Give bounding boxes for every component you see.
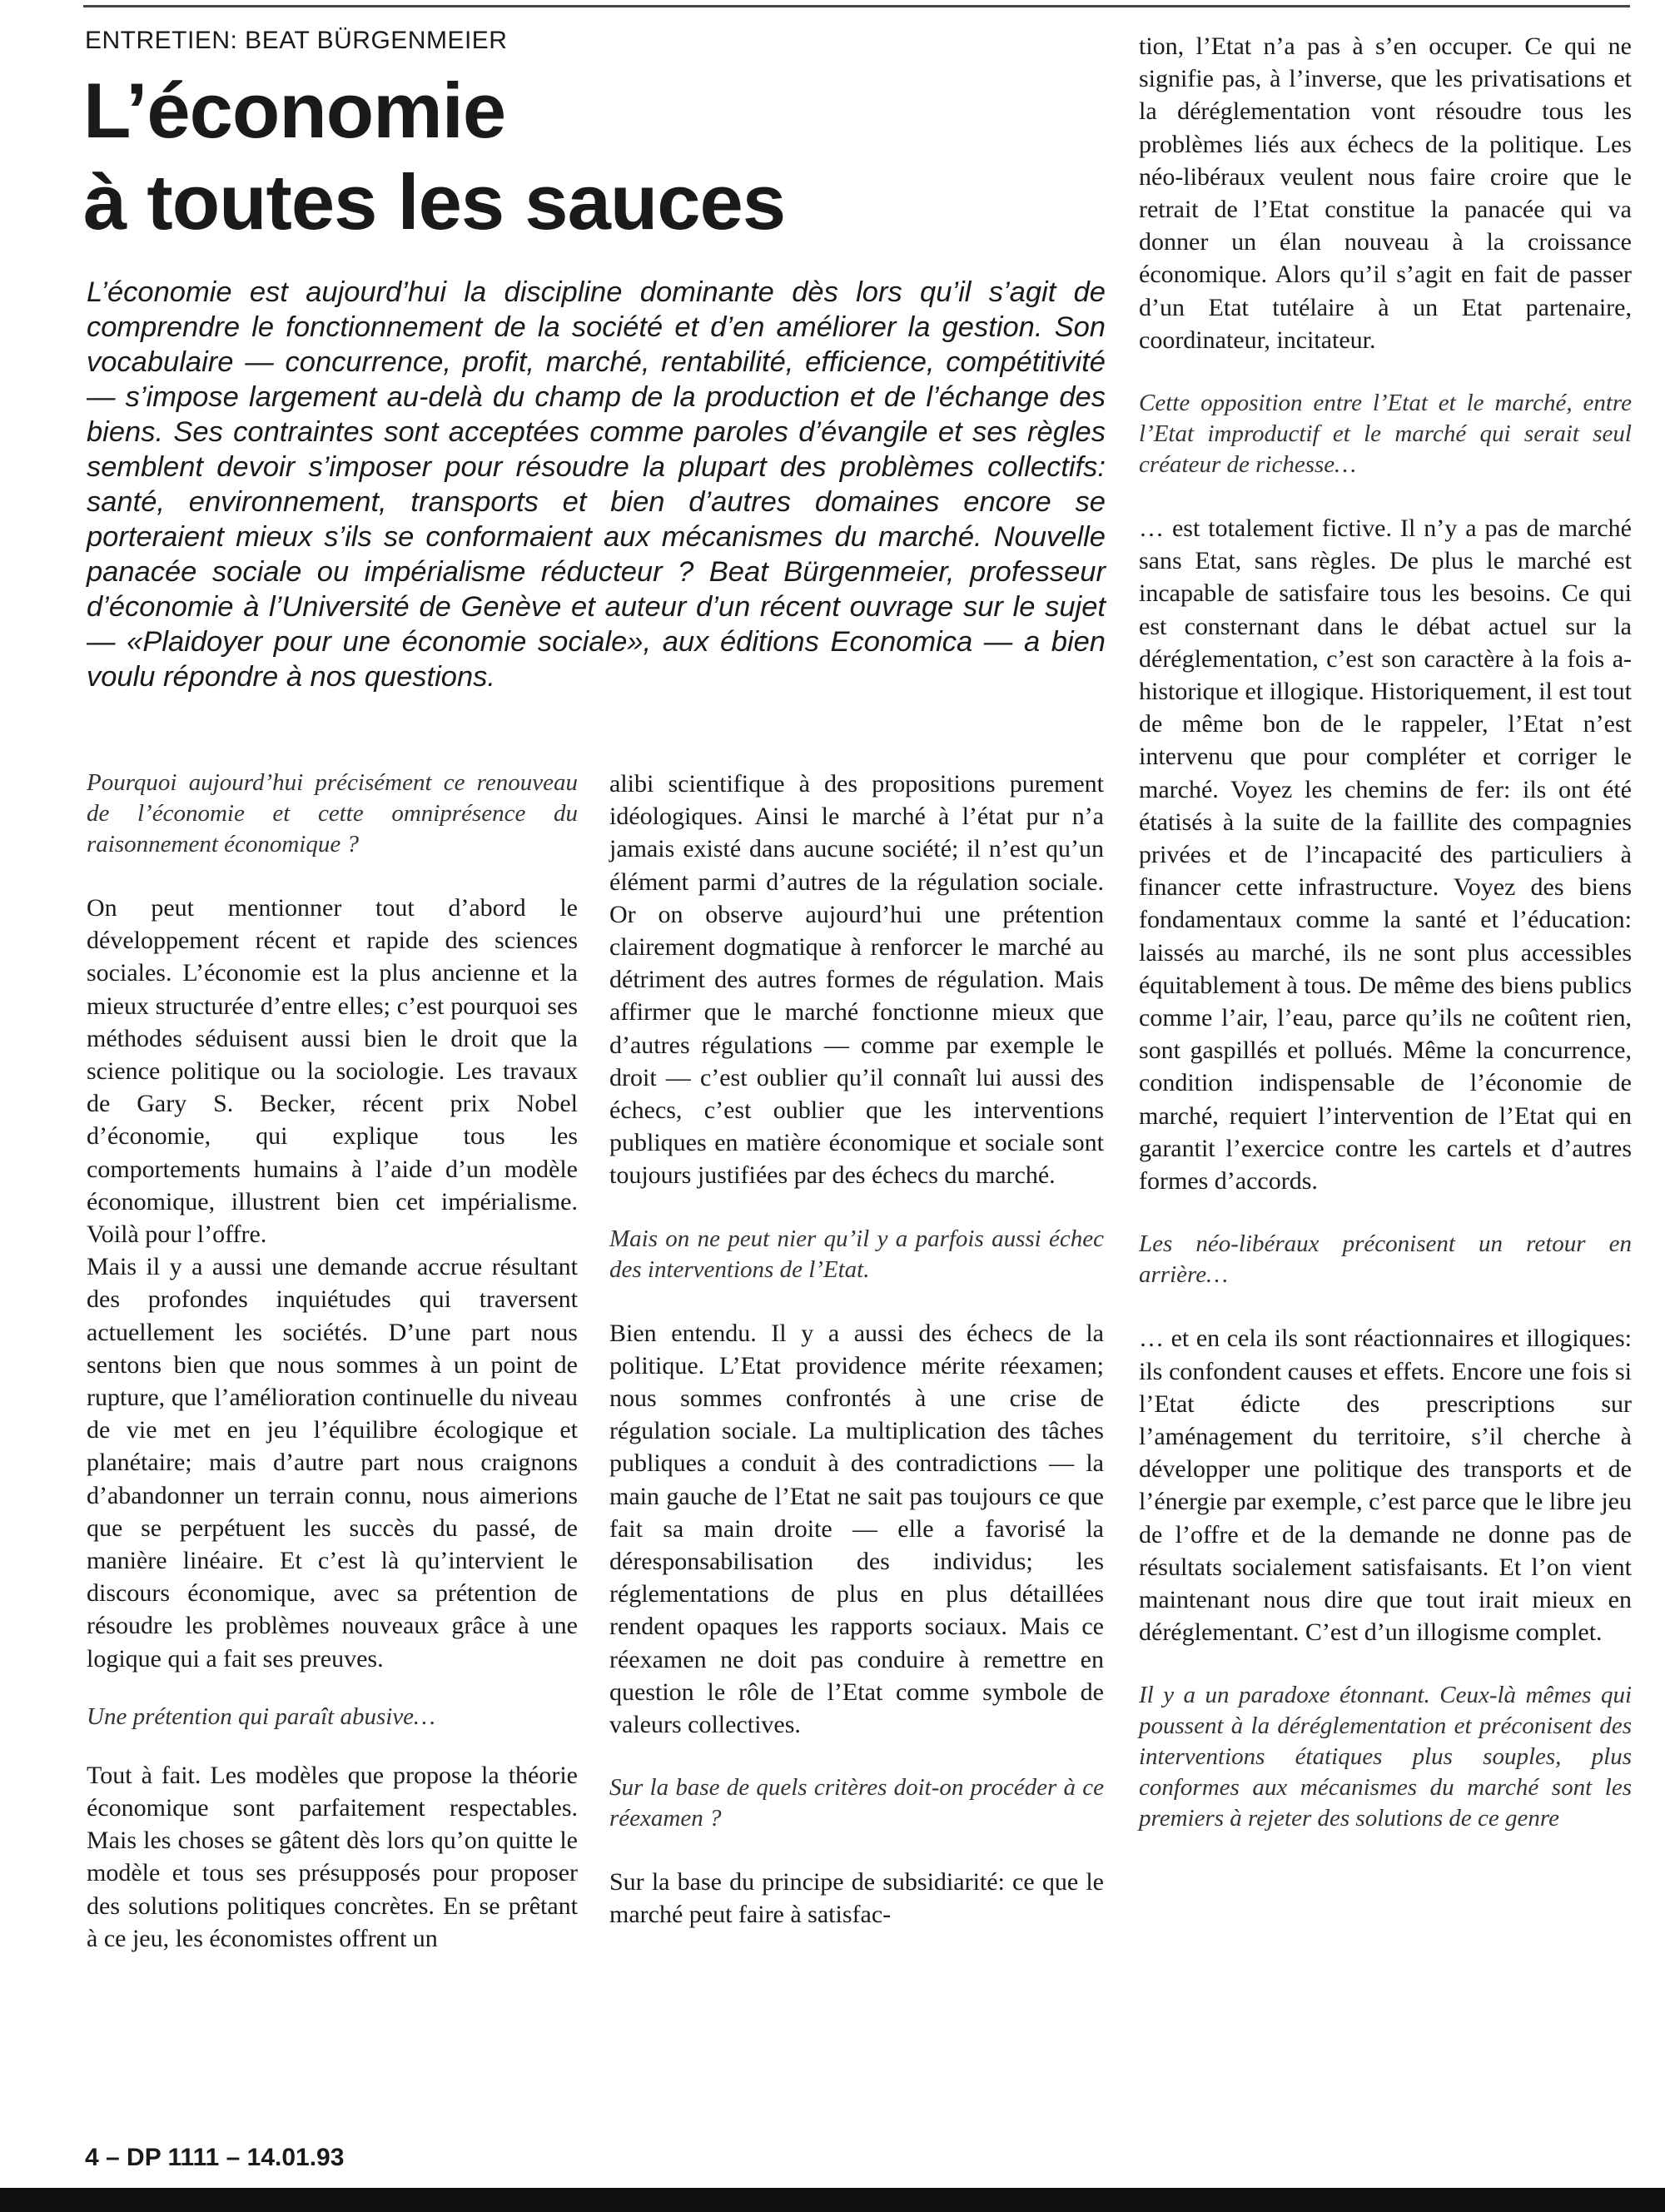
answer-paragraph: alibi scientifique à des propositions purement idéologiques. Ainsi le marché à l’état pur n’a jamais existé dans aucune société; il n’est qu’un élément parmi d’autres de la régulation sociale. Or on observe aujourd’hui une prétention clairement dogmatique à renforcer le marché au détriment des autres formes de régulation. Mais affirmer que le marché fonctionne mieux que d’autres régulations — comme par exemple le droit — c’est oublier qu’il connaît lui aussi des échecs, c’est oublier que les interventions publiques en matière économique et sociale sont toujours justifiées par des échecs du marché. xyxy=(609,770,1104,1190)
page-footer: 4 – DP 1111 – 14.01.93 xyxy=(85,2144,345,2171)
answer-paragraph: Sur la base du principe de subsidiarité: ce que le marché peut faire à satisfac- xyxy=(609,1868,1104,1929)
question: Les néo-libéraux préconisent un retour en arrière… xyxy=(1139,1230,1632,1289)
question: Il y a un paradoxe étonnant. Ceux-là mêmes qui poussent à la déréglementation et préconisent des interventions étatiques plus souples, plus conformes aux mécanismes du marché sont les premiers à rejeter des solutions de ce genre xyxy=(1139,1682,1632,1832)
question: Mais on ne peut nier qu’il y a parfois aussi échec des interventions de l’Etat. xyxy=(609,1225,1104,1283)
top-rule xyxy=(83,5,1630,7)
column-3 xyxy=(1139,30,1632,1834)
question: Une prétention qui paraît abusive… xyxy=(87,1702,435,1730)
question: Sur la base de quels critères doit-on procéder à ce réexamen ? xyxy=(609,1774,1104,1832)
answer-paragraph: … et en cela ils sont réactionnaires et illogiques: ils confondent causes et effets. Encore une fois si l’Etat édicte des prescriptions sur l’aménagement du territoire, s’il cherche à développer une politique des transports et de l’énergie par exemple, c’est parce que le libre jeu de l’offre et de la demande ne donne pas de résultats socialement satisfaisants. Et l’on vient maintenant nous dire que tout irait mieux en déréglementant. C’est d’un illogisme complet. xyxy=(1139,1325,1632,1647)
answer-paragraph: tion, l’Etat n’a pas à s’en occuper. Ce qui ne signifie pas, à l’inverse, que les privatisations et la déréglementation vont résoudre tous les problèmes liés aux échecs de la politique. Les néo-libéraux veulent nous faire croire que le retrait de l’Etat constitue la panacée qui va donner un élan nouveau à la croissance économique. Alors qu’il s’agit en fait de passer d’un Etat tutélaire à un Etat partenaire, coordinateur, incitateur. xyxy=(1139,32,1632,354)
answer-paragraph: On peut mentionner tout d’abord le développement récent et rapide des sciences sociales. L’économie est la plus ancienne et la mieux structurée d’entre elles; c’est pourquoi ses méthodes séduisent aussi bien le droit que la science politique ou la sociologie. Les travaux de Gary S. Becker, récent prix Nobel d’économie, qui explique tous les comportements humains à l’aide d’un modèle économique, illustrent bien cet impérialisme. Voilà pour l’offre. xyxy=(87,894,578,1249)
answer-paragraph: Bien entendu. Il y a aussi des échecs de la politique. L’Etat providence mérite réexamen; nous sommes confrontés à une crise de régulation sociale. La multiplication des tâches publiques a conduit à des contradictions — la main gauche de l’Etat ne sait pas toujours ce que fait sa main droite — elle a favorisé la déresponsabilisation des individus; les réglementations de plus en plus détaillées rendent opaques les rapports sociaux. Mais ce réexamen ne doit pas conduire à remettre en question le rôle de l’Etat comme symbole de valeurs collectives. xyxy=(609,1319,1104,1739)
lead-paragraph: L’économie est aujourd’hui la discipline dominante dès lors qu’il s’agit de comprendre le fonctionnement de la société et d’en améliorer la gestion. Son vocabulaire — concurrence, profit, marché, rentabilité, efficience, compétitivité — s’impose largement au-delà du champ de la production et de l’échange des biens. Ses contraintes sont acceptées comme paroles d’évangile et ses règles semblent devoir s’imposer pour résoudre la plupart des problèmes collectifs: santé, environnement, transports et bien d’autres domaines encore se porteraient mieux s’ils se conformaient aux mécanismes du marché. Nouvelle panacée sociale ou impérialisme réducteur ? Beat Bürgenmeier, professeur d’économie à l’Université de Genève et auteur d’un récent ouvrage sur le sujet — «Plaidoyer pour une économie sociale», aux éditions Economica — a bien voulu répondre à nos questions. xyxy=(87,276,1106,693)
column-1 xyxy=(87,768,578,1955)
page-title xyxy=(83,65,785,248)
title-line-1: L’économie xyxy=(83,67,506,154)
title-line-2: à toutes les sauces xyxy=(83,158,786,246)
question: Pourquoi aujourd’hui précisément ce renouveau de l’économie et cette omniprésence du raisonnement économique ? xyxy=(87,769,578,857)
answer-paragraph: Mais il y a aussi une demande accrue résultant des profondes inquiétudes qui traversent actuellement les sociétés. D’une part nous sentons bien que nous sommes à un point de rupture, que l’amélioration continuelle du niveau de vie met en jeu l’équilibre écologique et planétaire; mais d’autre part nous craignons d’abandonner un terrain connu, nous aimerions que se perpétuent les succès du passé, de manière linéaire. Et c’est là qu’intervient le discours économique, avec sa prétention de résoudre les problèmes nouveaux grâce à une logique qui a fait ses preuves. xyxy=(87,1253,578,1673)
answer-paragraph: Tout à fait. Les modèles que propose la théorie économique sont parfaitement respectables. Mais les choses se gâtent dès lors qu’on quitte le modèle et tous ses présupposés pour proposer des solutions politiques concrètes. En se prêtant à ce jeu, les économistes offrent un xyxy=(87,1761,578,1952)
answer-paragraph: … est totalement fictive. Il n’y a pas de marché sans Etat, sans règles. De plus le marché est incapable de satisfaire tous les besoins. Ce qui est consternant dans le débat actuel sur la déréglementation, c’est son caractère à la fois a-historique et illogique. Historiquement, il est tout de même bon de le rappeler, l’Etat n’est intervenu que pour compléter et corriger le marché. Voyez les chemins de fer: ils ont été étatisés à la suite de la faillite des compagnies privées et de l’incapacité des particuliers à financer cette infrastructure. Voyez des biens fondamentaux comme la santé et l’éducation: laissés au marché, ils ne sont plus accessibles équitablement à tous. De même des biens publics comme l’air, l’eau, parce qu’ils ne coûtent rien, sont gaspillés et pollués. Même la concurrence, condition indispensable de l’économie de marché, requiert l’intervention de l’Etat qui en garantit l’exercice contre les cartels et d’autres formes d’accords. xyxy=(1139,514,1632,1195)
column-2 xyxy=(609,768,1104,1931)
question: Cette opposition entre l’Etat et le marché, entre l’Etat improductif et le marché qui serait seul créateur de richesse… xyxy=(1139,390,1632,479)
bottom-scan-edge xyxy=(0,2188,1665,2212)
section-kicker: ENTRETIEN: BEAT BÜRGENMEIER xyxy=(85,27,508,54)
